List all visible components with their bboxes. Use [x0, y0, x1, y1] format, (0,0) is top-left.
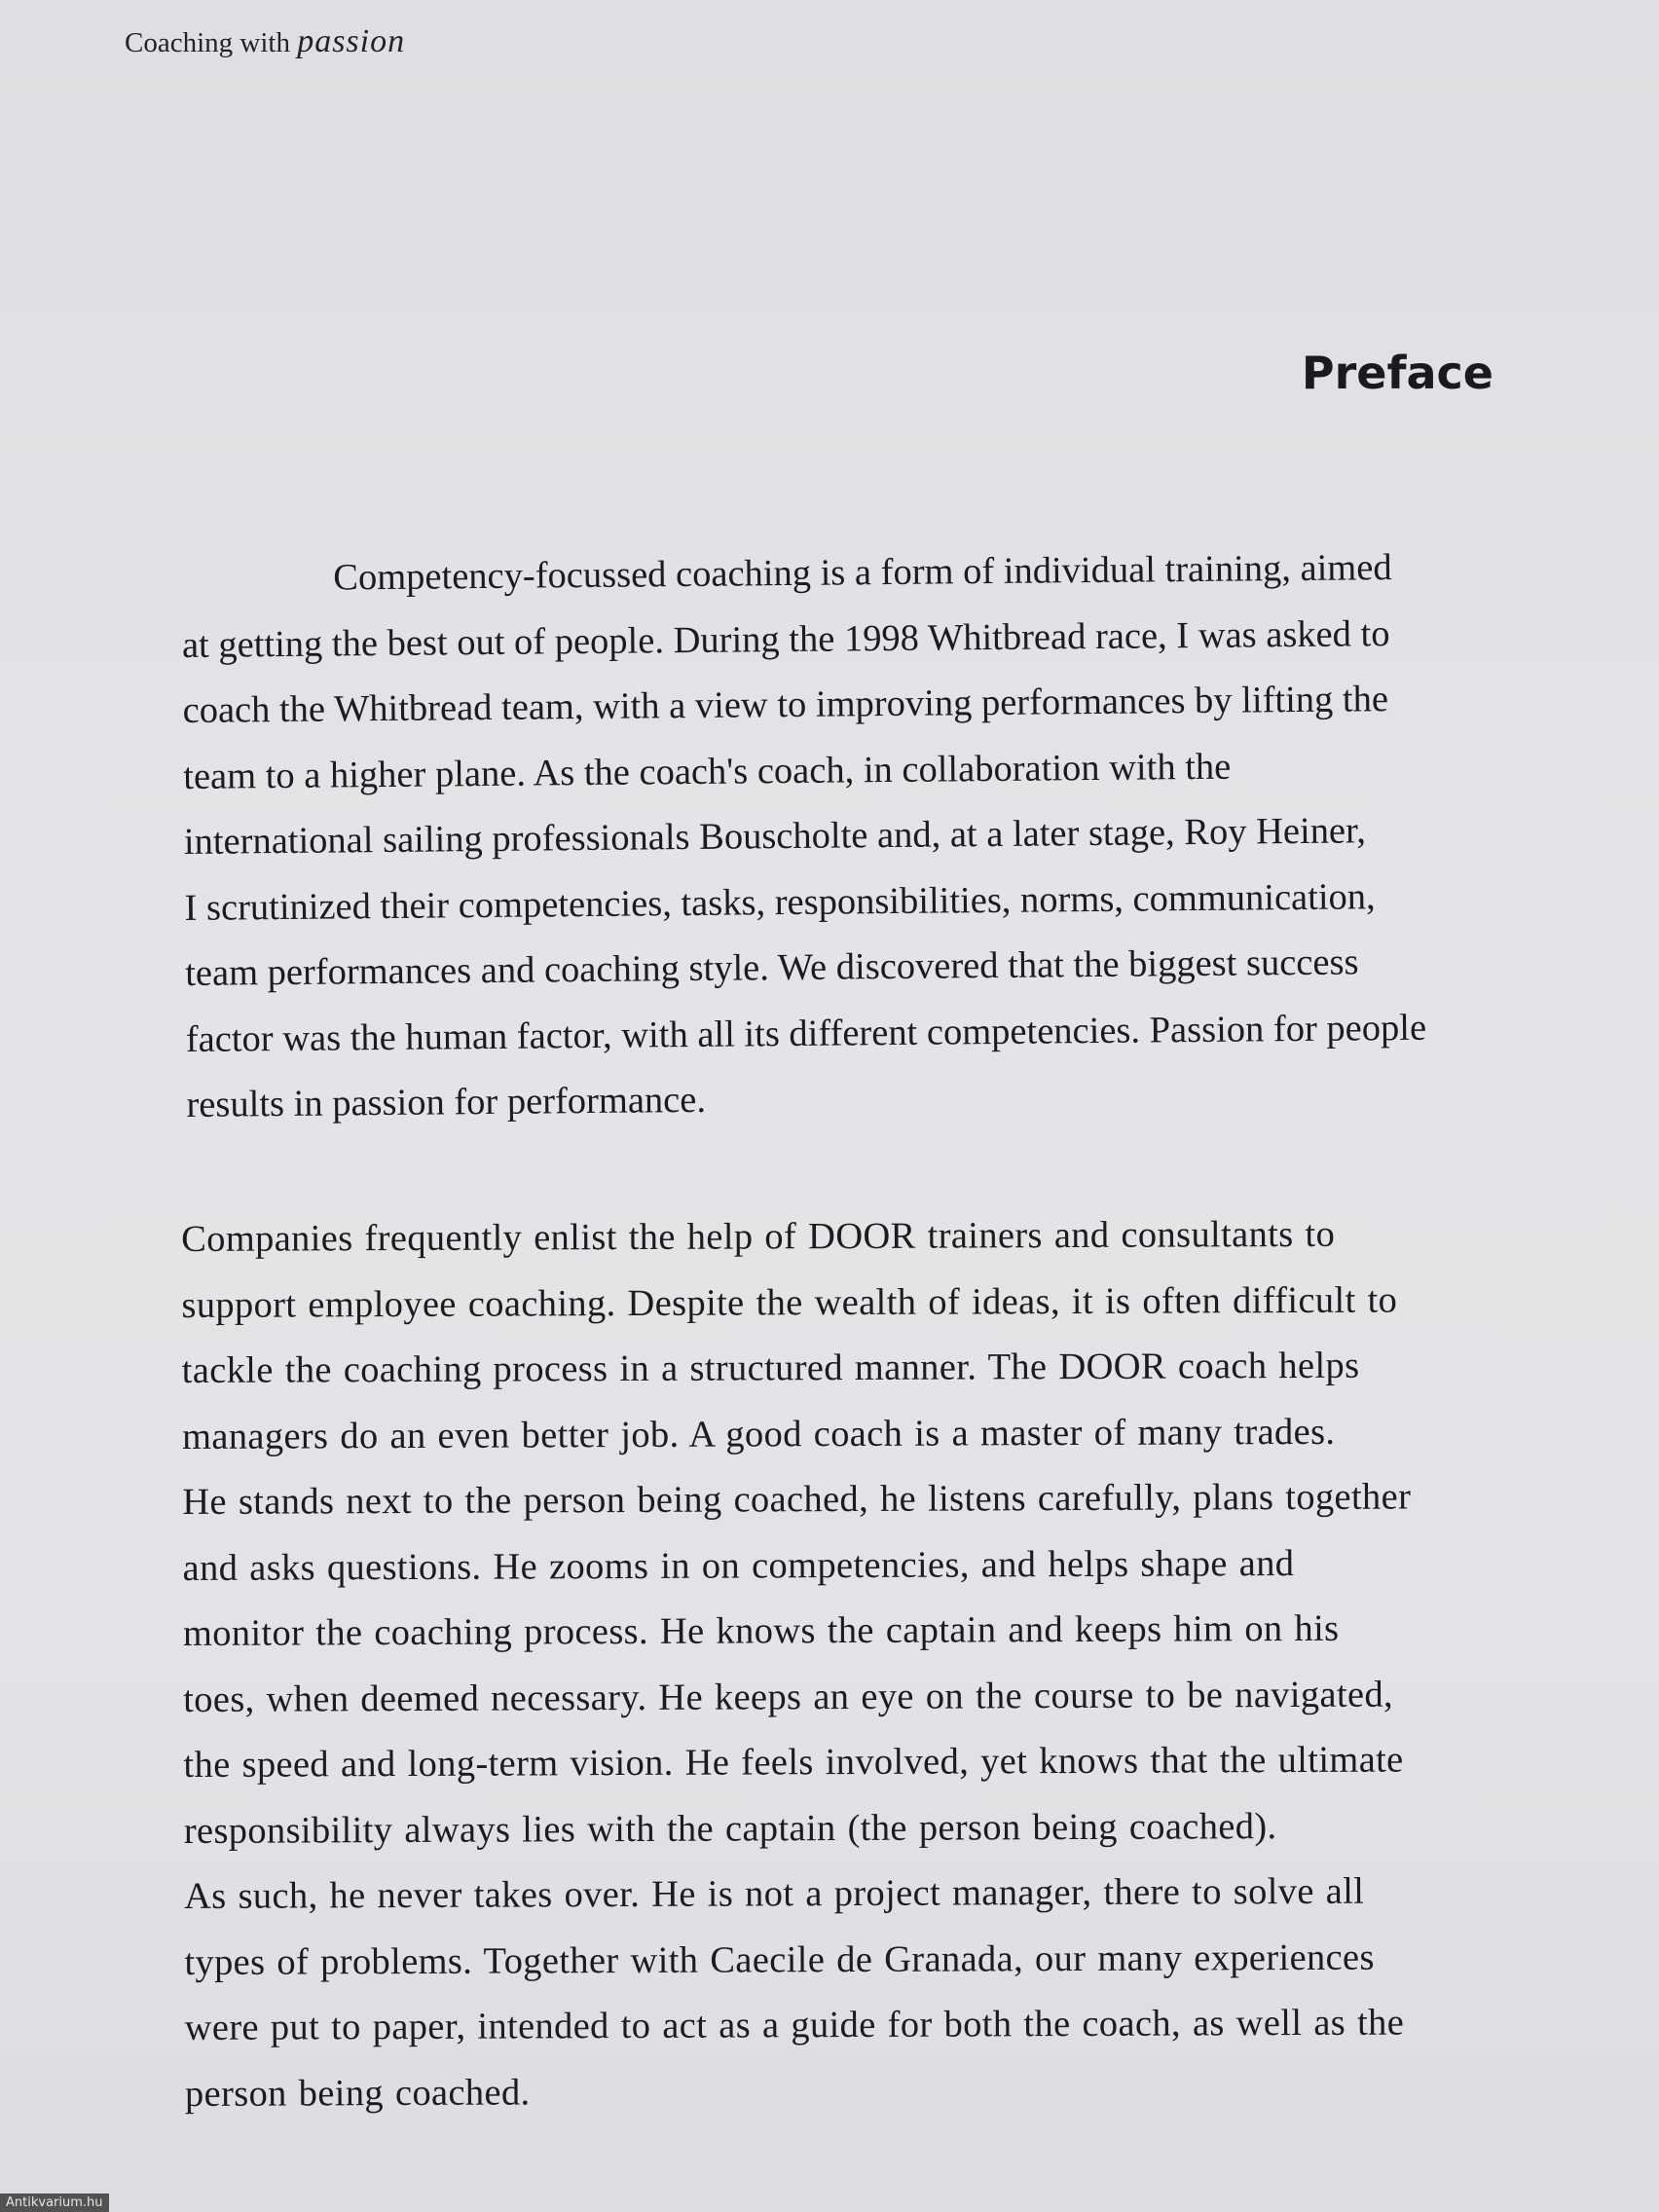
paragraph-line: were put to paper, intended to act as a guide for both the coach, as well as the	[184, 2002, 1405, 2048]
paragraph-line: tackle the coaching process in a structured manner. The DOOR coach helps	[181, 1345, 1360, 1391]
paragraph-line: support employee coaching. Despite the wealth of ideas, it is often difficult to	[181, 1279, 1398, 1326]
paragraph-line: and asks questions. He zooms in on competencies, and helps shape and	[182, 1542, 1295, 1589]
paragraph-line: types of problems. Together with Caecile de Granada, our many experiences	[184, 1936, 1375, 1983]
paragraph-line: team to a higher plane. As the coach's coach, in collaboration with the	[183, 746, 1232, 797]
paragraph-line: Companies frequently enlist the help of DOOR trainers and consultants to	[181, 1213, 1336, 1260]
paragraph-2	[181, 1201, 1529, 2127]
paragraph-line: coach the Whitbread team, with a view to improving performances by lifting the	[182, 679, 1389, 731]
paragraph-line: person being coached.	[184, 2071, 531, 2115]
running-header	[125, 23, 405, 60]
paragraph-1	[181, 535, 1530, 1139]
paragraph-line: team performances and coaching style. We discovered that the biggest success	[185, 941, 1359, 994]
paragraph-line: monitor the coaching process. He knows the captain and keeps him on his	[182, 1607, 1340, 1654]
paragraph-line: responsibility always lies with the captain (the person being coached).	[183, 1805, 1277, 1852]
paragraph-line: He stands next to the person being coached, he listens carefully, plans together	[182, 1476, 1412, 1523]
watermark: Antikvarium.hu	[0, 2194, 109, 2212]
page-title: Preface	[1301, 347, 1493, 399]
paragraph-line: Competency-focussed coaching is a form of individual training, aimed	[333, 547, 1392, 599]
paragraph-line: at getting the best out of people. During the 1998 Whitbread race, I was asked to	[181, 612, 1390, 666]
paragraph-line: factor was the human factor, with all its different competencies. Passion for people	[185, 1007, 1427, 1060]
running-header-script: passion	[297, 23, 406, 59]
running-header-text: Coaching with	[125, 27, 290, 58]
paragraph-line: I scrutinized their competencies, tasks, responsibilities, norms, communication,	[184, 875, 1376, 929]
paragraph-line: the speed and long-term vision. He feels involved, yet knows that the ultimate	[183, 1739, 1404, 1786]
paragraph-line: As such, he never takes over. He is not a project manager, there to solve all	[183, 1870, 1365, 1917]
paragraph-line: toes, when deemed necessary. He keeps an eye on the course to be navigated,	[183, 1674, 1394, 1720]
paragraph-line: results in passion for performance.	[186, 1079, 707, 1125]
paragraph-line: international sailing professionals Bouscholte and, at a later stage, Roy Heiner,	[183, 810, 1367, 863]
paragraph-line: managers do an even better job. A good coach is a master of many trades.	[181, 1411, 1336, 1457]
